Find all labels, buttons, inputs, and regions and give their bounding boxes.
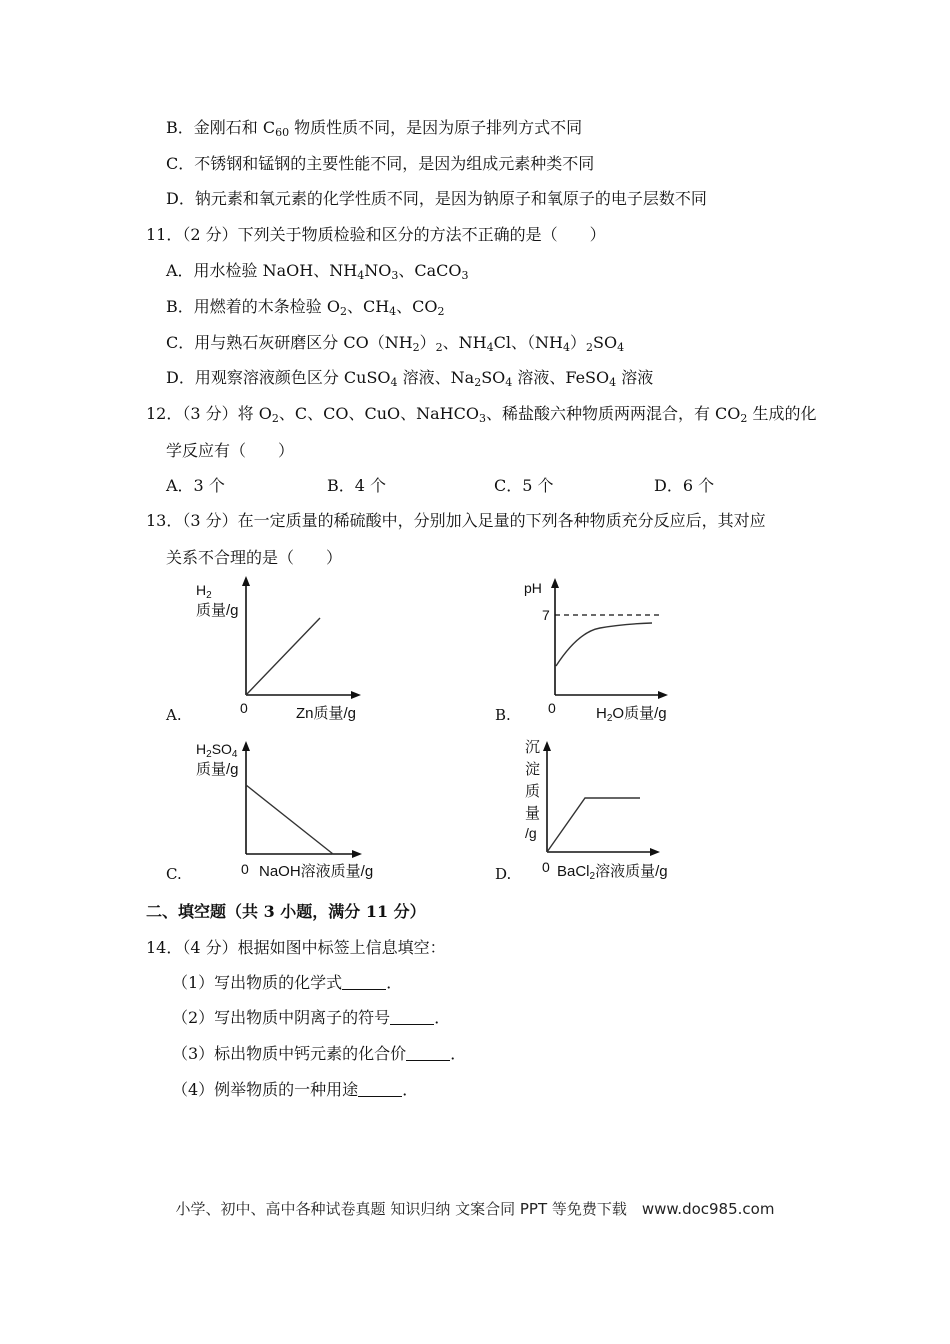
q11-option-c: C．用与熟石灰研磨区分 $CO(NH_2)_2$、$NH_4Cl$、$(NH_4)_2SO_4$ (166, 333, 625, 354)
graph-b-y-label: pH (524, 580, 542, 596)
q11-stem: 11．（2 分）下列关于物质检验和区分的方法不正确的是（ ） (146, 225, 606, 244)
graph-b-mark-7: 7 (542, 607, 550, 623)
graph-b (490, 570, 690, 730)
graph-a-label: A. (166, 706, 182, 724)
graph-d-y-char-5: /g (525, 825, 537, 841)
graph-d (490, 735, 690, 895)
q11-option-d: D．用观察溶液颜色区分 CuSO$_4$ 溶液、$Na_2SO_4$ 溶液、FeSO$_4$ 溶液 (166, 368, 654, 389)
graph-c-y-unit: 质量/g (196, 761, 239, 778)
answer-blank-3[interactable] (406, 1045, 450, 1061)
graph-d-label: D. (495, 865, 512, 883)
graph-d-origin: 0 (542, 859, 550, 875)
q10-option-c: C．不锈钢和锰钢的主要性能不同，是因为组成元素种类不同 (166, 154, 595, 173)
graph-c-x-label: NaOH溶液质量/g (259, 863, 374, 880)
graph-c (160, 735, 420, 895)
answer-blank-1[interactable] (342, 974, 386, 990)
q12-stem-line2: 学反应有（ ） (166, 441, 295, 460)
graph-a-y-unit: 质量/g (196, 602, 239, 619)
graph-c-label: C. (166, 865, 182, 883)
q14-item-1: （1）写出物质的化学式 ． (172, 973, 403, 992)
graph-a (160, 570, 420, 730)
graph-a-x-label: Zn质量/g (296, 705, 357, 722)
graph-c-origin: 0 (241, 861, 249, 877)
q12-option-b: B．4 个 (327, 476, 387, 495)
graph-d-y-char-3: 质 (525, 783, 541, 800)
q12-option-c: C．5 个 (494, 476, 554, 495)
graph-d-x-label: BaCl$_2$溶液质量/g (557, 863, 668, 882)
graph-d-y-char-1: 沉 (525, 739, 541, 756)
q12-option-a: A．3 个 (166, 476, 225, 495)
q14-item-2: （2）写出物质中阴离子的符号 ． (172, 1008, 451, 1027)
graph-b-x-label: $H_2O$质量/g (596, 705, 667, 724)
q10-option-b: B．金刚石和 $C_{60}$ 物质性质不同，是因为原子排列方式不同 (166, 118, 583, 139)
page-footer: 小学、初中、高中各种试卷真题 知识归纳 文案合同 PPT 等免费下载 www.doc985.com (175, 1200, 775, 1218)
graph-b-origin: 0 (548, 700, 556, 716)
q14-stem: 14．（4 分）根据如图中标签上信息填空： (146, 938, 446, 957)
q14-item-3: （3）标出物质中钙元素的化合价 ． (172, 1044, 467, 1063)
graph-b-label: B. (495, 706, 511, 724)
q12-stem-line1: 12．（3 分）将 $O_2$、C、CO、CuO、NaHCO$_3$、稀盐酸六种物质两两混合，有 $CO_2$ 生成的化 (146, 404, 817, 425)
graph-a-y-label: $H_2$ (196, 582, 212, 601)
answer-blank-4[interactable] (358, 1081, 402, 1097)
section-2-title: 二、填空题（共 3 小题，满分 11 分） (146, 902, 426, 921)
graph-c-y-label: $H_2SO_4$ (196, 741, 238, 760)
q14-item-4: （4）例举物质的一种用途 ． (172, 1080, 419, 1099)
graph-d-y-char-4: 量 (525, 805, 541, 822)
q12-option-d: D．6 个 (654, 476, 715, 495)
graph-a-origin: 0 (240, 700, 248, 716)
graph-d-y-char-2: 淀 (525, 761, 541, 778)
q13-stem-line1: 13．（3 分）在一定质量的稀硫酸中，分别加入足量的下列各种物质充分反应后，其对应 (146, 511, 766, 530)
q11-option-b: B．用燃着的木条检验 $O_2$、$CH_4$、$CO_2$ (166, 297, 445, 318)
q10-option-d: D．钠元素和氧元素的化学性质不同，是因为钠原子和氧原子的电子层数不同 (166, 189, 707, 208)
q13-stem-line2: 关系不合理的是（ ） (166, 548, 343, 567)
q11-option-a: A．用水检验 NaOH、$NH_4NO_3$、CaCO$_3$ (166, 261, 469, 282)
answer-blank-2[interactable] (390, 1009, 434, 1025)
